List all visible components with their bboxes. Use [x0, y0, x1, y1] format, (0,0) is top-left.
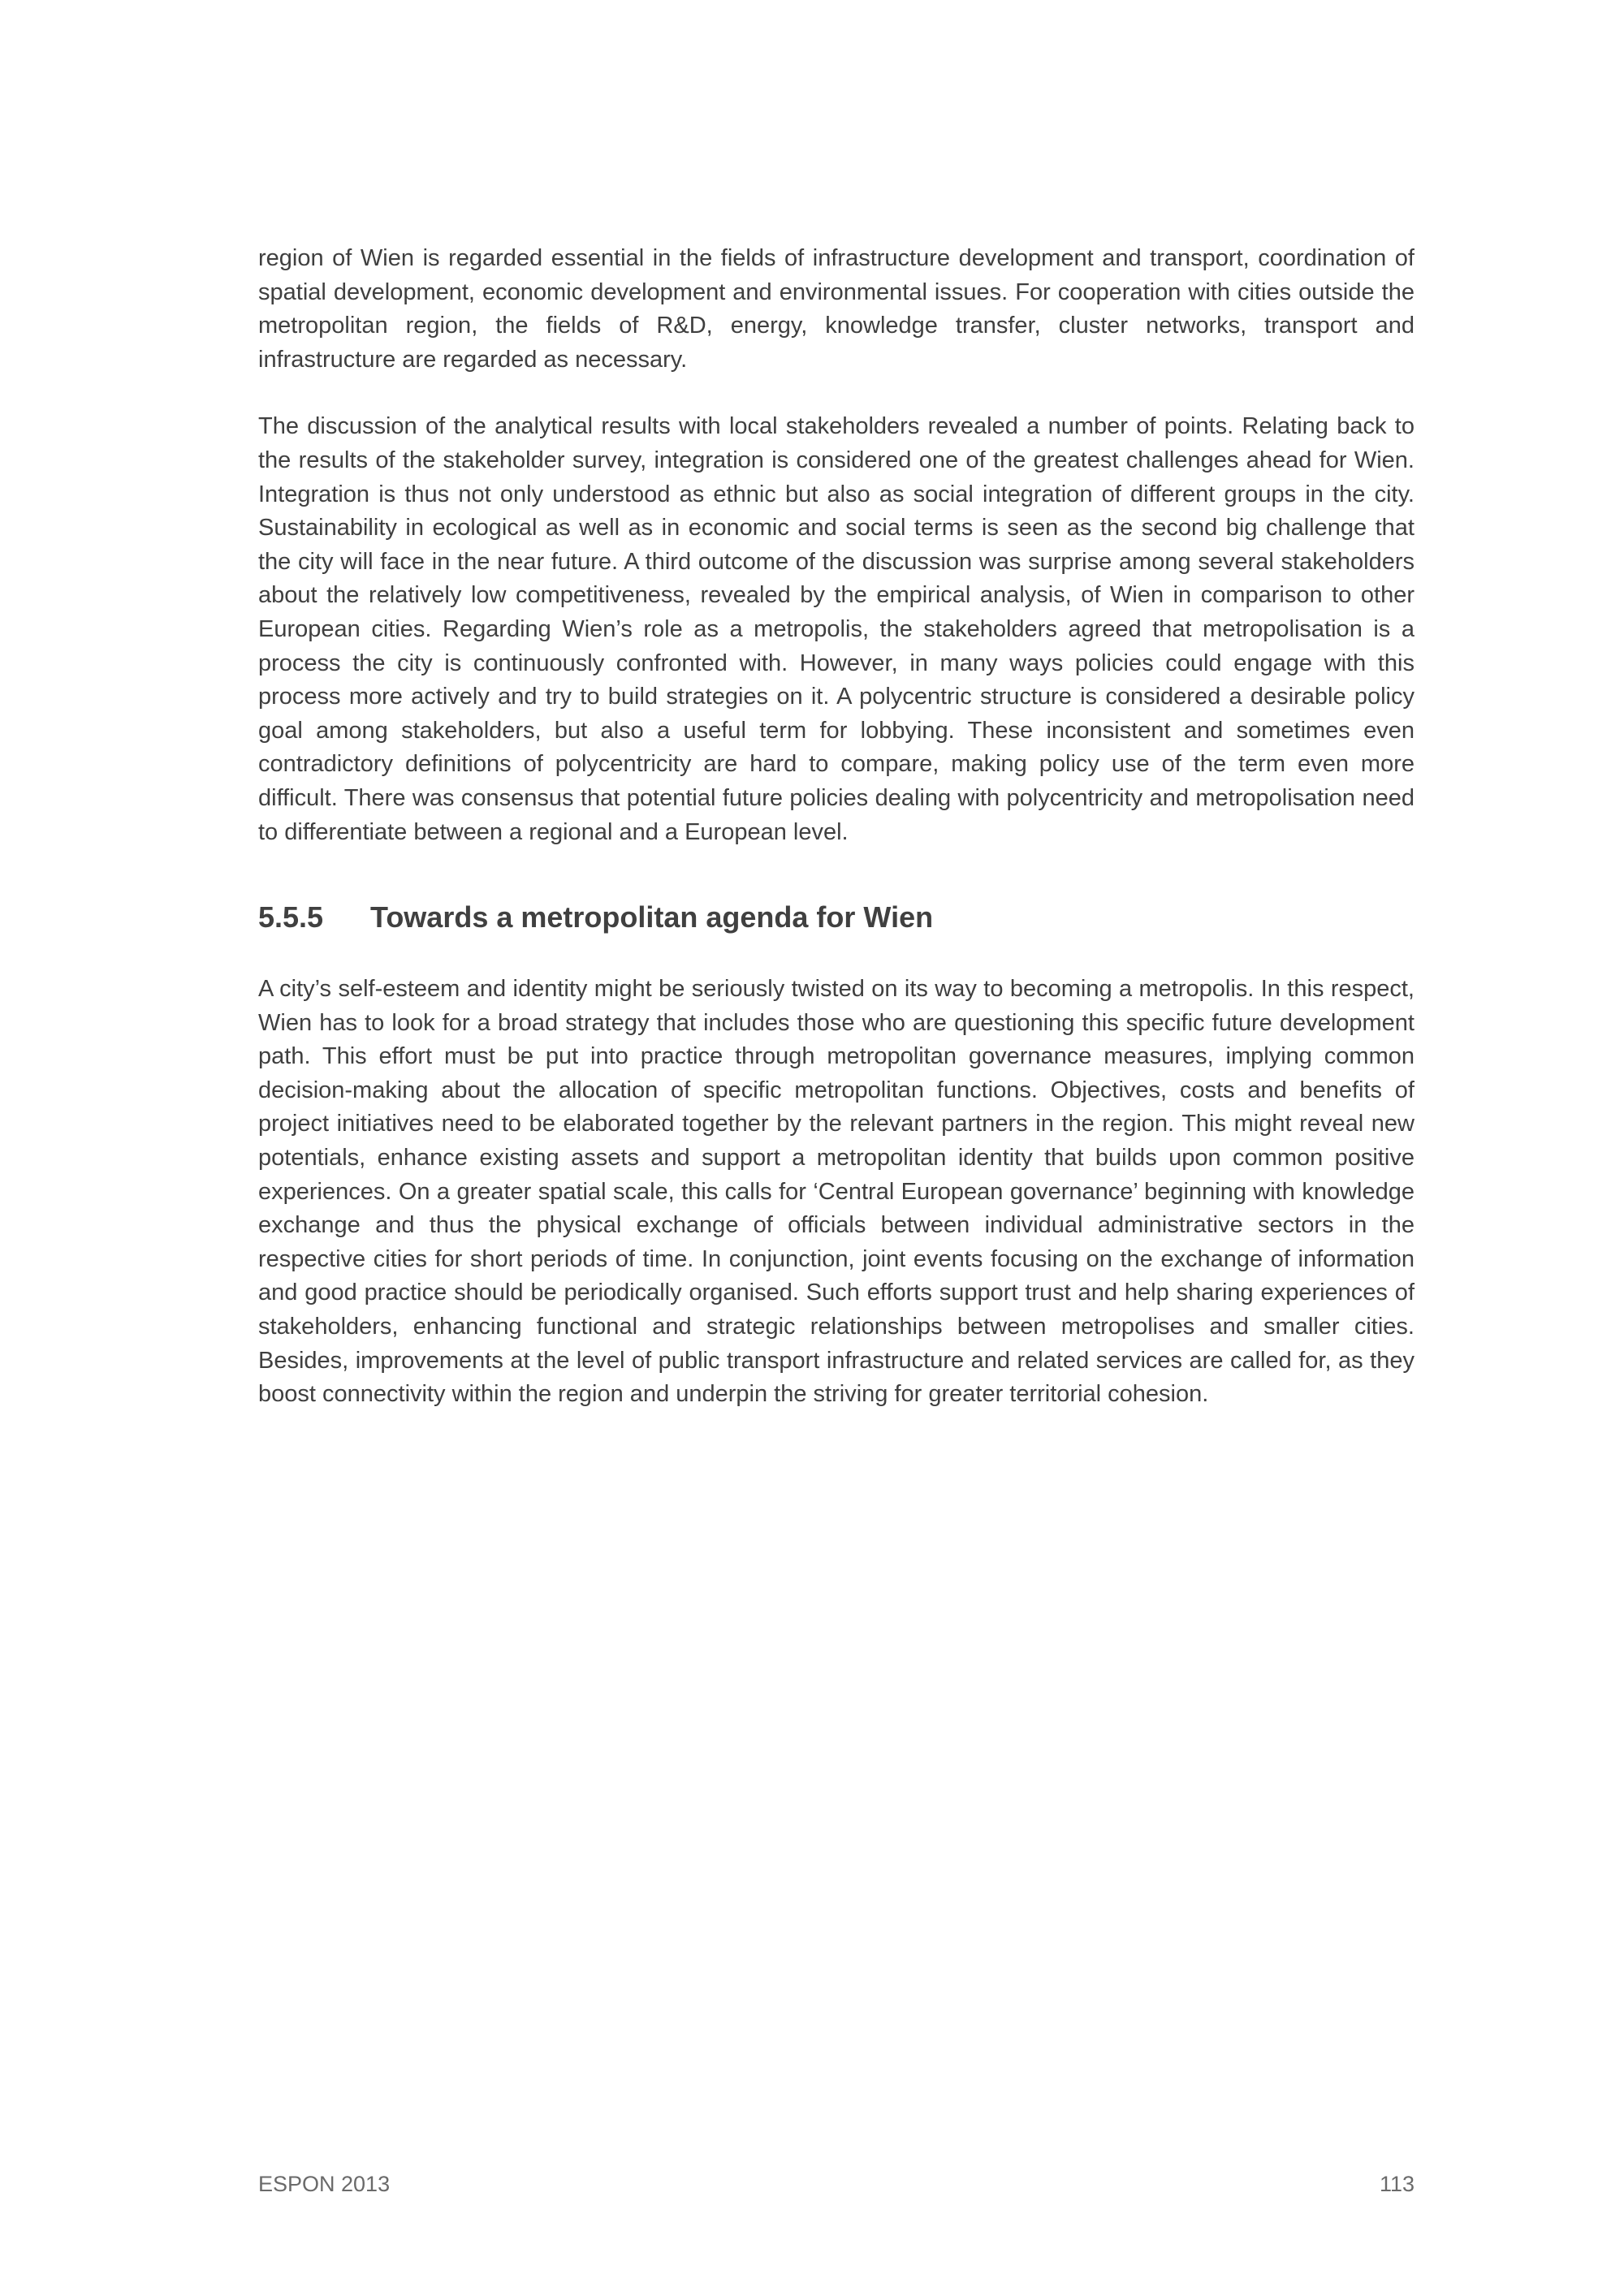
page-footer — [258, 2169, 1415, 2199]
footer-publisher: ESPON 2013 — [258, 2172, 391, 2196]
page-number: 113 — [1379, 2172, 1415, 2196]
body-paragraph: A city’s self-esteem and identity might be seriously twisted on its way to becoming a metropolis. In this respect, Wien has to look for a broad strategy that includes those who are questioning this specific future development path. This effort must be put into practice through metropolitan governance measures, implying common decision-making about the allocation of specific metropolitan functions. Objectives, costs and benefits of project initiatives need to be elaborated together by the relevant partners in the region. This might reveal new potentials, enhance existing assets and support a metropolitan identity that builds upon common positive experiences. On a greater spatial scale, this calls for ‘Central European governance’ beginning with knowledge exchange and thus the physical exchange of officials between individual administrative sectors in the respective cities for short periods of time. In conjunction, joint events focusing on the exchange of information and good practice should be periodically organised. Such efforts support trust and help sharing experiences of stakeholders, enhancing functional and strategic relationships between metropolises and smaller cities. Besides, improvements at the level of public transport infrastructure and related services are called for, as they boost connectivity within the region and underpin the striving for greater territorial cohesion. — [258, 976, 1415, 1408]
section-heading — [258, 898, 1415, 937]
body-paragraph: region of Wien is regarded essential in the fields of infrastructure development and transport, coordination of spatial development, economic development and environmental issues. For cooperation with cities outside the metropolitan region, the fields of R&D, energy, knowledge transfer, cluster networks, transport and infrastructure are regarded as necessary. — [258, 245, 1415, 373]
section-number: 5.5.5 — [258, 900, 324, 934]
body-paragraph: The discussion of the analytical results with local stakeholders revealed a number of points. Relating back to the results of the stakeholder survey, integration is considered one of the greatest challenges ahead for Wien. Integration is thus not only understood as ethnic but also as social integration of different groups in the city. Sustainability in ecological as well as in economic and social terms is seen as the second big challenge that the city will face in the near future. A third outcome of the discussion was surprise among several stakeholders about the relatively low competitiveness, revealed by the empirical analysis, of Wien in comparison to other European cities. Regarding Wien’s role as a metropolis, the stakeholders agreed that metropolisation is a process the city is continuously confronted with. However, in many ways policies could engage with this process more actively and try to build strategies on it. A polycentric structure is considered a desirable policy goal among stakeholders, but also a useful term for lobbying. These inconsistent and sometimes even contradictory definitions of polycentricity are hard to compare, making policy use of the term even more difficult. There was consensus that potential future policies dealing with polycentricity and metropolisation need to differentiate between a regional and a European level. — [258, 413, 1415, 845]
section-title: Towards a metropolitan agenda for Wien — [370, 900, 934, 934]
page-content — [258, 242, 1415, 1412]
